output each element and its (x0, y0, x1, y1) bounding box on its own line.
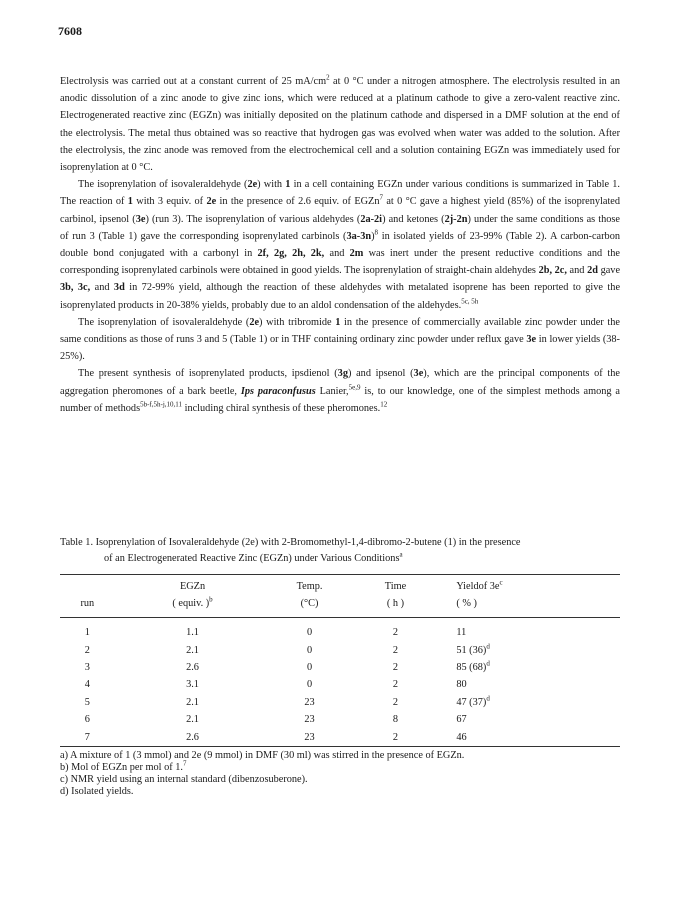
paragraph-segment: in the presence of commercially available zinc powder under the same conditions as those of runs 3 and 5 (Table 1) or in THF containing ordinary zinc powder under reflux gave (60, 316, 620, 346)
cell-egzn-value: 2.1 (186, 644, 199, 656)
cell-time-value: 2 (392, 696, 399, 708)
cell-egzn-value: 2.1 (186, 696, 199, 708)
cell-run (60, 676, 115, 693)
paragraph-segment: ) (371, 230, 375, 242)
paragraph-segment: Ips paraconfusus (240, 385, 316, 397)
results-table (60, 575, 620, 746)
cell-time (349, 659, 443, 676)
footnote-a: a) A mixture of 1 (3 mmol) and 2e (9 mmol) in DMF (30 ml) was stirred in the presence of EGZn. (60, 749, 465, 761)
cell-egzn-value: 1.1 (186, 627, 199, 639)
paragraph-segment: 1 (285, 179, 291, 191)
paragraph-segment: is, to our knowledge, one of the simplest methods among a number of methods (60, 385, 620, 414)
header-run: run (80, 598, 95, 609)
table-caption (60, 535, 620, 567)
cell-temp (270, 728, 348, 745)
header-time-unit: ( h ) (386, 598, 405, 609)
paragraph-segment: 2 (326, 73, 330, 82)
cell-time (349, 618, 443, 641)
caption-note: a (399, 550, 403, 559)
header-temp: Temp. (296, 581, 323, 592)
paragraph-segment: ), which are the principal components of the aggregation pheromones of a bark beetle, (60, 368, 620, 397)
header-egzn: EGZn (179, 581, 206, 592)
paragraph-segment: 3d (113, 282, 125, 294)
cell-egzn (115, 676, 271, 693)
paragraph-segment: in the presence of 2.6 equiv. of EGZn (216, 196, 380, 208)
paragraph-segment: in isolated yields of 23-99% (Table 2). A carbon-carbon double bond conjugated with a carbonyl in (60, 230, 620, 260)
cell-time (349, 728, 443, 745)
cell-temp-value: 0 (306, 627, 313, 639)
cell-run-value: 1 (84, 627, 90, 639)
cell-temp-value: 0 (306, 661, 313, 673)
header-equiv-note: b (209, 595, 213, 604)
paragraph-segment: 7 (379, 194, 383, 202)
paragraph-segment: ) under the same conditions as those of run 3 (Table 1) gave the corresponding isoprenylated carbinols ( (60, 213, 620, 242)
cell-yield (442, 728, 620, 745)
footnote-b-line (60, 759, 620, 774)
cell-run (60, 659, 115, 676)
paragraph (60, 176, 620, 314)
table-row (60, 676, 620, 693)
paragraph-segment: 5c, 5h (461, 297, 479, 306)
header-time: Time (384, 581, 407, 592)
cell-temp-value: 0 (306, 679, 313, 691)
table-footnotes (60, 750, 620, 799)
caption-line-2-wrap (60, 551, 620, 567)
cell-time (349, 641, 443, 658)
cell-time-value: 8 (392, 714, 399, 726)
paragraph-segment: Electrolysis was carried out at a constant current of 25 mA/cm (60, 76, 327, 87)
table-row (60, 659, 620, 676)
paragraph-segment: 5b-f,5h-j,10,11 (140, 400, 183, 409)
paragraph-segment: and (324, 248, 350, 260)
paragraph-segment: including chiral synthesis of these pheromones. (182, 402, 381, 414)
cell-yield-value: 46 (456, 731, 467, 743)
paragraph-segment: Lanier, (315, 385, 349, 397)
cell-yield (442, 676, 620, 693)
paragraph-segment: ) and ketones ( (382, 213, 445, 225)
paragraph-segment: 3b, 3c, (60, 282, 91, 294)
cell-egzn-value: 3.1 (186, 679, 199, 691)
paragraph-segment: at 0 °C under a nitrogen atmosphere. The electrolysis resulted in an anodic dissolution of a zinc anode to give zinc ions, which were reduced at a platinum cathode to give a zero-valent reactive zinc. Electrogenerated reactive zinc (EGZn) was initially deposited on the platinum cathode and dispersed in a DMF solution at the end of the electrolysis. The metal thus obtained was so reactive that hydrogen gas was evolved when water was added to the solution. After the electrolysis, the zinc anode was removed from the electrochemical cell and a solution containing EGZn was immediately used for isoprenylation at 0 °C. (60, 76, 620, 174)
cell-egzn (115, 711, 271, 728)
footnote-c: c) NMR yield using an internal standard (dibenzosuberone). (60, 774, 308, 786)
cell-time-value: 2 (392, 731, 399, 743)
cell-run (60, 641, 115, 658)
cell-run-value: 3 (84, 661, 90, 673)
page-number: 7608 (58, 24, 82, 38)
paragraph-segment: 2d (587, 265, 598, 277)
paragraph-segment: 2e (247, 179, 258, 191)
paragraph-segment: 2a-2i (360, 213, 383, 225)
cell-yield (442, 618, 620, 641)
paragraph-segment: ) with tribromide (259, 316, 336, 328)
paragraph-segment: The isoprenylation of isovaleraldehyde ( (78, 179, 248, 191)
cell-time (349, 694, 443, 711)
cell-run-value: 6 (84, 714, 90, 726)
cell-run-value: 4 (84, 679, 90, 691)
paragraph-segment: with 3 equiv. of (132, 196, 207, 208)
cell-run (60, 618, 115, 641)
cell-temp (270, 676, 348, 693)
cell-egzn-value: 2.1 (186, 714, 199, 726)
paragraph-segment: ) with (257, 179, 286, 191)
cell-yield-value: 85 (68) (456, 661, 487, 673)
paragraph (60, 73, 620, 176)
paragraph-segment: in 72-99% yield, although the reaction of these aldehydes with metalated isoprene has been reported to give the isoprenylated products in 20-38% yields, probably due to an aldol condensation of the aldehydes. (60, 282, 621, 311)
paragraph-segment: 2m (349, 248, 364, 260)
cell-egzn (115, 728, 271, 745)
header-temp-unit: (°C) (300, 598, 319, 609)
header-yield-unit: ( % ) (456, 598, 477, 609)
paragraph-segment: ) and ipsenol ( (347, 368, 414, 380)
body-text (60, 73, 620, 417)
cell-yield-value: 47 (37) (456, 696, 487, 708)
cell-egzn (115, 618, 271, 641)
header-row-2 (60, 592, 620, 617)
paragraph (60, 365, 620, 417)
paragraph-segment: 3e (413, 368, 424, 380)
cell-yield-value: 11 (456, 627, 467, 639)
header-cell (60, 575, 115, 592)
paragraph-segment: 8 (374, 228, 379, 237)
cell-yield-note: d (486, 659, 490, 668)
paragraph-segment: The present synthesis of isoprenylated products, ipsdienol ( (78, 368, 338, 380)
table-body (60, 618, 620, 746)
paragraph-segment: 2e (249, 316, 260, 328)
cell-time (349, 676, 443, 693)
header-equiv (115, 592, 271, 617)
paragraph-segment: was inert under the present reductive conditions and the corresponding isoprenylated carbinols were obtained in good yields. The isoprenylation of straight-chain aldehydes (60, 248, 620, 277)
cell-time-value: 2 (392, 661, 399, 673)
paragraph-segment: 1 (335, 316, 341, 328)
cell-temp-value: 23 (304, 714, 315, 726)
cell-temp-value: 23 (304, 696, 315, 708)
cell-egzn (115, 641, 271, 658)
table-row (60, 728, 620, 745)
paragraph-segment: 3e (526, 334, 537, 346)
paragraph (60, 314, 620, 366)
cell-time (349, 711, 443, 728)
cell-run-value: 2 (84, 644, 90, 656)
footnote-b: b) Mol of EGZn per mol of 1. (60, 761, 183, 773)
table-row (60, 641, 620, 658)
cell-egzn (115, 659, 271, 676)
paragraph-segment: gave (597, 265, 621, 277)
cell-run (60, 694, 115, 711)
table-row (60, 618, 620, 641)
cell-yield-note: d (486, 642, 490, 651)
paragraph-segment: 1 (127, 196, 133, 208)
paragraph-segment: 3a-3n (346, 230, 372, 242)
paragraph-segment: 2b, 2c, (538, 265, 567, 277)
cell-temp-value: 0 (306, 644, 313, 656)
paragraph-segment: 5e,9 (348, 383, 361, 392)
cell-yield (442, 711, 620, 728)
paragraph-segment: and (566, 265, 588, 277)
paragraph-segment: ) (run 3). The isoprenylation of various aldehydes ( (145, 213, 361, 225)
paragraph-segment: 2j-2n (444, 213, 468, 225)
footnote-b-ref: 7 (182, 759, 187, 768)
paragraph-segment: at 0 °C gave a highest yield (85%) of the isoprenylated carbinol, ipsenol ( (60, 196, 621, 225)
cell-temp (270, 711, 348, 728)
cell-time-value: 2 (392, 627, 399, 639)
cell-temp (270, 659, 348, 676)
paragraph-segment: in lower yields (38-25%). (60, 334, 620, 363)
paragraph-segment: 2f, 2g, 2h, 2k, (257, 248, 325, 260)
cell-yield-note: d (486, 694, 490, 703)
cell-run-value: 5 (84, 696, 90, 708)
cell-egzn-value: 2.6 (186, 661, 199, 673)
paragraph-segment: 12 (380, 400, 388, 409)
caption-line-1: Table 1. Isoprenylation of Isovaleraldehyde (2e) with 2-Bromomethyl-1,4-dibromo-2-butene (1) in the presence (60, 537, 521, 548)
cell-time-value: 2 (392, 679, 399, 691)
cell-yield-value: 67 (456, 714, 467, 726)
table-row (60, 694, 620, 711)
cell-temp (270, 641, 348, 658)
paragraph-segment: and (90, 282, 114, 294)
cell-egzn (115, 694, 271, 711)
cell-yield (442, 659, 620, 676)
table-rule-bottom (60, 746, 620, 747)
cell-yield-value: 80 (456, 679, 467, 691)
cell-run-value: 7 (84, 731, 90, 743)
cell-time-value: 2 (392, 644, 399, 656)
paragraph-segment: in a cell containing EGZn under various conditions is summarized in Table 1. The reaction of (60, 179, 621, 208)
paragraph-segment: 3g (337, 368, 348, 380)
caption-line-2: of an Electrogenerated Reactive Zinc (EGZn) under Various Conditions (104, 553, 400, 564)
paragraph-segment: The isoprenylation of isovaleraldehyde ( (78, 316, 250, 328)
table-1 (60, 535, 620, 799)
header-yield-note: c (499, 578, 503, 587)
cell-temp-value: 23 (304, 731, 315, 743)
paragraph-segment: 3e (135, 213, 146, 225)
header-equiv-label: ( equiv. ) (172, 598, 210, 609)
cell-run (60, 728, 115, 745)
cell-egzn-value: 2.6 (186, 731, 199, 743)
header-yield-label: Yieldof 3e (456, 581, 500, 592)
footnote-d: d) Isolated yields. (60, 786, 134, 798)
table-row (60, 711, 620, 728)
header-row-1 (60, 575, 620, 592)
cell-yield (442, 641, 620, 658)
cell-yield (442, 694, 620, 711)
cell-temp (270, 694, 348, 711)
header-yield (442, 575, 620, 592)
cell-temp (270, 618, 348, 641)
cell-run (60, 711, 115, 728)
cell-yield-value: 51 (36) (456, 644, 487, 656)
paragraph-segment: 2e (206, 196, 217, 208)
